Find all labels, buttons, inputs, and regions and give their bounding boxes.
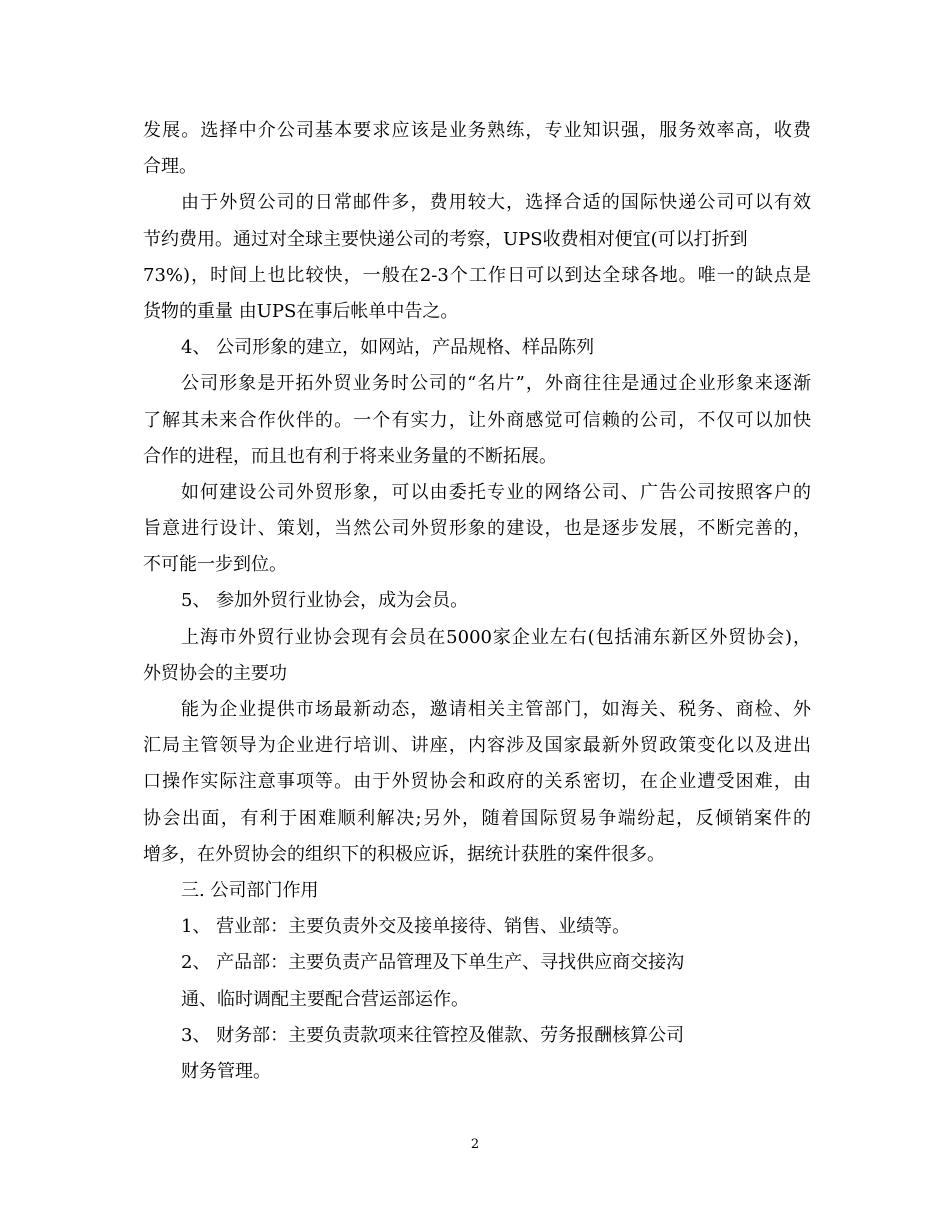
text-line: 发展。选择中介公司基本要求应该是业务熟练，专业知识强，服务效率高，收费 xyxy=(143,120,811,141)
document-body xyxy=(143,113,811,1090)
text-line: 合作的进程，而且也有利于将来业务量的不断拓展。 xyxy=(143,445,557,467)
text-line: 1、 营业部：主要负责外交及接单接待、销售、业绩等。 xyxy=(181,916,631,938)
text-line: 不可能一步到位。 xyxy=(143,554,287,576)
text-line: 增多，在外贸协会的组织下的积极应诉，据统计获胜的案件很多。 xyxy=(143,843,665,865)
text-line: 旨意进行设计、策划，当然公司外贸形象的建设，也是逐步发展，不断完善的， xyxy=(143,518,811,540)
text-line: 协会出面，有利于困难顺利解决;另外，随着国际贸易争端纷起，反倾销案件的 xyxy=(143,807,811,829)
page-number: 2 xyxy=(470,1137,480,1152)
text-line: 4、 公司形象的建立，如网站，产品规格、样品陈列 xyxy=(181,337,595,359)
text-line: 节约费用。通过对全球主要快递公司的考察，UPS收费相对便宜(可以打折到 xyxy=(143,228,748,250)
text-line: 合理。 xyxy=(143,156,197,178)
text-line: 了解其未来合作伙伴的。一个有实力，让外商感觉可信赖的公司，不仅可以加快 xyxy=(143,409,811,431)
text-line: 由于外贸公司的日常邮件多，费用较大，选择合适的国际快递公司可以有效 xyxy=(181,192,811,214)
text-line: 3、 财务部：主要负责款项来往管控及催款、劳务报酬核算公司 xyxy=(181,1024,685,1046)
text-line: 通、临时调配主要配合营运部运作。 xyxy=(181,988,469,1010)
text-line: 5、 参加外贸行业协会，成为会员。 xyxy=(181,590,469,612)
text-line: 财务管理。 xyxy=(181,1060,271,1082)
text-line: 汇局主管领导为企业进行培训、讲座，内容涉及国家最新外贸政策变化以及进出 xyxy=(143,735,811,757)
text-line: 货物的重量 由UPS在事后帐单中告之。 xyxy=(143,300,459,322)
text-line: 公司形象是开拓外贸业务时公司的“名片”，外商往往是通过企业形象来逐渐 xyxy=(181,373,811,395)
text-line: 外贸协会的主要功 xyxy=(143,662,287,684)
text-line: 口操作实际注意事项等。由于外贸协会和政府的关系密切，在企业遭受困难，由 xyxy=(143,771,811,793)
text-line: 三. 公司部门作用 xyxy=(181,879,319,901)
text-line: 73%)，时间上也比较快，一般在2-3个工作日可以到达全球各地。唯一的缺点是 xyxy=(143,264,811,286)
text-line: 如何建设公司外贸形象，可以由委托专业的网络公司、广告公司按照客户的 xyxy=(181,481,811,503)
text-line: 2、 产品部：主要负责产品管理及下单生产、寻找供应商交接沟 xyxy=(181,952,685,974)
text-line: 上海市外贸行业协会现有会员在5000家企业左右(包括浦东新区外贸协会)， xyxy=(181,626,811,648)
text-line: 能为企业提供市场最新动态，邀请相关主管部门，如海关、税务、商检、外 xyxy=(181,699,811,720)
